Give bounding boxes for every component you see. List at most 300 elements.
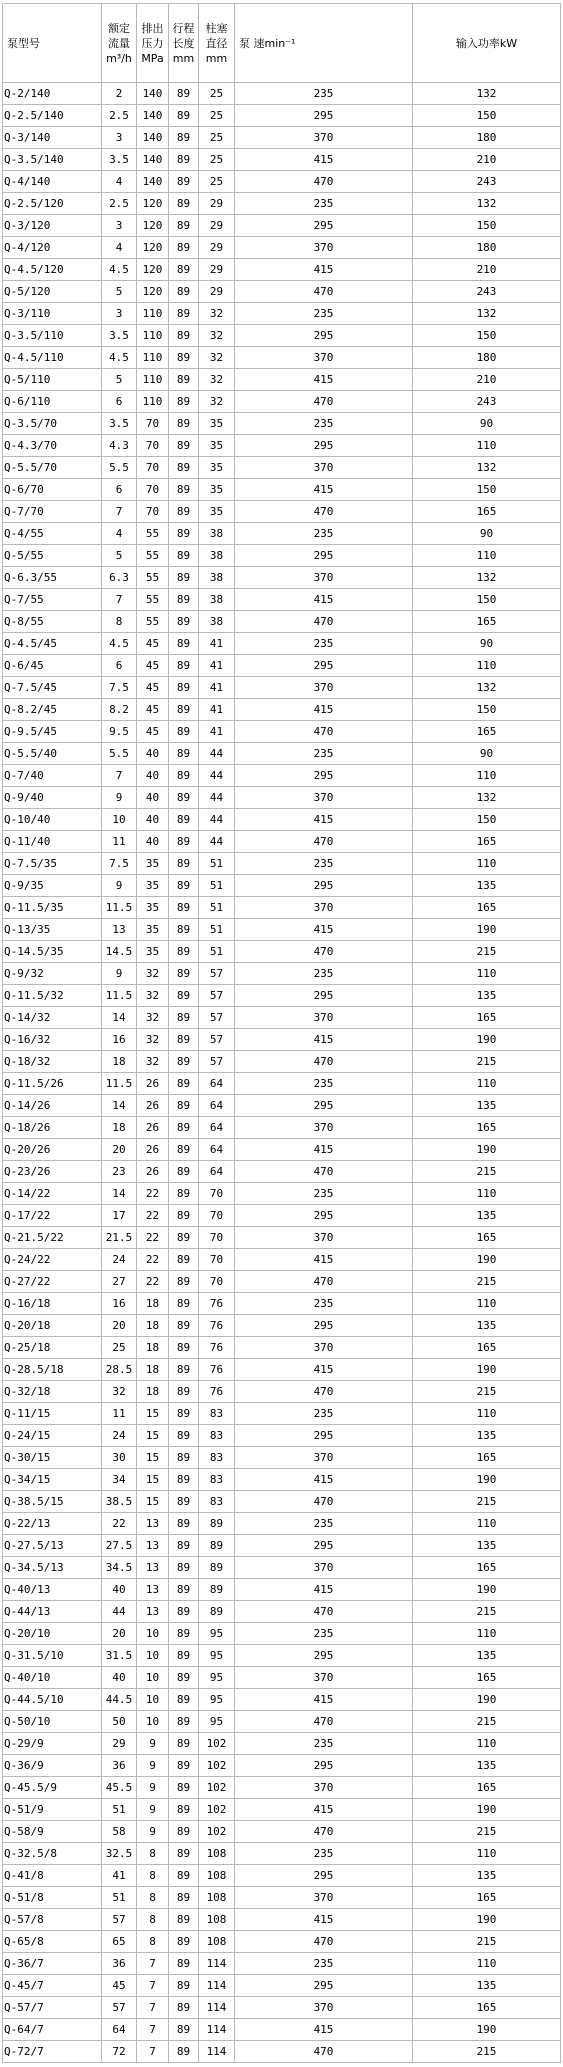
cell-speed: 295 (235, 765, 413, 787)
cell-speed: 235 (235, 303, 413, 325)
cell-speed: 415 (235, 809, 413, 831)
cell-stroke: 89 (169, 1887, 199, 1909)
cell-power: 110 (413, 1073, 561, 1095)
cell-stroke: 89 (169, 1293, 199, 1315)
cell-flow: 4 (102, 237, 137, 259)
table-row (3, 765, 561, 787)
cell-model: Q-9.5/45 (3, 721, 102, 743)
cell-pressure: 32 (137, 963, 169, 985)
cell-speed: 470 (235, 1161, 413, 1183)
cell-power: 110 (413, 1293, 561, 1315)
cell-model: Q-2/140 (3, 83, 102, 105)
cell-model: Q-9/35 (3, 875, 102, 897)
table-row (3, 809, 561, 831)
cell-plunger: 41 (199, 677, 235, 699)
cell-flow: 72 (102, 2041, 137, 2063)
cell-stroke: 89 (169, 1513, 199, 1535)
cell-model: Q-36/9 (3, 1755, 102, 1777)
table-row (3, 1557, 561, 1579)
cell-power: 165 (413, 1887, 561, 1909)
cell-model: Q-11.5/32 (3, 985, 102, 1007)
cell-model: Q-31.5/10 (3, 1645, 102, 1667)
cell-flow: 58 (102, 1821, 137, 1843)
cell-stroke: 89 (169, 787, 199, 809)
cell-power: 132 (413, 787, 561, 809)
cell-flow: 21.5 (102, 1227, 137, 1249)
cell-model: Q-51/9 (3, 1799, 102, 1821)
cell-power: 90 (413, 523, 561, 545)
cell-model: Q-14/22 (3, 1183, 102, 1205)
cell-stroke: 89 (169, 369, 199, 391)
cell-power: 110 (413, 435, 561, 457)
cell-stroke: 89 (169, 1931, 199, 1953)
cell-flow: 31.5 (102, 1645, 137, 1667)
cell-plunger: 83 (199, 1425, 235, 1447)
cell-pressure: 32 (137, 1051, 169, 1073)
table-row (3, 1183, 561, 1205)
cell-pressure: 35 (137, 941, 169, 963)
cell-flow: 57 (102, 1997, 137, 2019)
cell-stroke: 89 (169, 1909, 199, 1931)
table-row (3, 1139, 561, 1161)
cell-power: 243 (413, 171, 561, 193)
cell-speed: 235 (235, 1293, 413, 1315)
cell-pressure: 70 (137, 457, 169, 479)
cell-flow: 7.5 (102, 677, 137, 699)
cell-stroke: 89 (169, 1865, 199, 1887)
table-row (3, 1161, 561, 1183)
cell-speed: 470 (235, 831, 413, 853)
cell-speed: 235 (235, 1843, 413, 1865)
cell-pressure: 7 (137, 2019, 169, 2041)
table-row (3, 215, 561, 237)
cell-speed: 470 (235, 1711, 413, 1733)
cell-stroke: 89 (169, 171, 199, 193)
cell-model: Q-4/120 (3, 237, 102, 259)
cell-flow: 9 (102, 963, 137, 985)
cell-plunger: 108 (199, 1865, 235, 1887)
cell-flow: 7 (102, 501, 137, 523)
cell-power: 165 (413, 1117, 561, 1139)
table-row (3, 1579, 561, 1601)
cell-power: 110 (413, 765, 561, 787)
cell-stroke: 89 (169, 1491, 199, 1513)
cell-model: Q-20/18 (3, 1315, 102, 1337)
pump-spec-table (2, 3, 561, 2063)
cell-model: Q-2.5/120 (3, 193, 102, 215)
cell-pressure: 32 (137, 1007, 169, 1029)
table-row (3, 1821, 561, 1843)
cell-flow: 18 (102, 1117, 137, 1139)
cell-power: 110 (413, 1953, 561, 1975)
table-row (3, 1447, 561, 1469)
cell-stroke: 89 (169, 391, 199, 413)
header-pressure: 排出压力MPa (137, 4, 169, 83)
cell-pressure: 45 (137, 655, 169, 677)
cell-flow: 64 (102, 2019, 137, 2041)
cell-plunger: 32 (199, 347, 235, 369)
cell-flow: 30 (102, 1447, 137, 1469)
cell-model: Q-8/55 (3, 611, 102, 633)
cell-model: Q-32.5/8 (3, 1843, 102, 1865)
cell-pressure: 55 (137, 589, 169, 611)
table-row (3, 149, 561, 171)
cell-pressure: 26 (137, 1095, 169, 1117)
cell-power: 210 (413, 149, 561, 171)
cell-power: 110 (413, 963, 561, 985)
cell-stroke: 89 (169, 127, 199, 149)
cell-power: 190 (413, 1139, 561, 1161)
table-row (3, 1997, 561, 2019)
cell-model: Q-7/40 (3, 765, 102, 787)
cell-model: Q-14/32 (3, 1007, 102, 1029)
cell-flow: 14 (102, 1183, 137, 1205)
cell-model: Q-27/22 (3, 1271, 102, 1293)
cell-flow: 16 (102, 1029, 137, 1051)
cell-stroke: 89 (169, 259, 199, 281)
cell-flow: 32 (102, 1381, 137, 1403)
cell-power: 150 (413, 699, 561, 721)
cell-speed: 470 (235, 1601, 413, 1623)
cell-plunger: 83 (199, 1447, 235, 1469)
cell-speed: 415 (235, 1469, 413, 1491)
cell-plunger: 70 (199, 1249, 235, 1271)
cell-stroke: 89 (169, 83, 199, 105)
table-row (3, 1777, 561, 1799)
cell-speed: 470 (235, 611, 413, 633)
cell-pressure: 8 (137, 1865, 169, 1887)
header-power: 输入功率kW (413, 4, 561, 83)
cell-stroke: 89 (169, 1227, 199, 1249)
cell-power: 215 (413, 1711, 561, 1733)
cell-stroke: 89 (169, 1073, 199, 1095)
cell-plunger: 76 (199, 1381, 235, 1403)
cell-model: Q-65/8 (3, 1931, 102, 1953)
cell-speed: 295 (235, 105, 413, 127)
cell-pressure: 18 (137, 1293, 169, 1315)
cell-power: 165 (413, 1337, 561, 1359)
cell-power: 190 (413, 1909, 561, 1931)
cell-power: 165 (413, 1557, 561, 1579)
cell-pressure: 45 (137, 721, 169, 743)
cell-flow: 8.2 (102, 699, 137, 721)
cell-plunger: 32 (199, 325, 235, 347)
cell-plunger: 76 (199, 1293, 235, 1315)
cell-plunger: 38 (199, 567, 235, 589)
cell-power: 190 (413, 1029, 561, 1051)
cell-speed: 470 (235, 391, 413, 413)
cell-stroke: 89 (169, 1359, 199, 1381)
cell-stroke: 89 (169, 1843, 199, 1865)
cell-stroke: 89 (169, 1777, 199, 1799)
table-row (3, 391, 561, 413)
cell-stroke: 89 (169, 1799, 199, 1821)
cell-stroke: 89 (169, 325, 199, 347)
cell-stroke: 89 (169, 193, 199, 215)
cell-model: Q-5/55 (3, 545, 102, 567)
cell-speed: 415 (235, 1359, 413, 1381)
cell-pressure: 10 (137, 1645, 169, 1667)
cell-model: Q-18/32 (3, 1051, 102, 1073)
cell-plunger: 89 (199, 1579, 235, 1601)
cell-speed: 470 (235, 2041, 413, 2063)
cell-pressure: 15 (137, 1491, 169, 1513)
table-row (3, 1667, 561, 1689)
cell-stroke: 89 (169, 655, 199, 677)
cell-pressure: 35 (137, 897, 169, 919)
cell-stroke: 89 (169, 985, 199, 1007)
cell-speed: 295 (235, 1205, 413, 1227)
cell-plunger: 25 (199, 149, 235, 171)
cell-power: 215 (413, 1601, 561, 1623)
cell-speed: 370 (235, 1667, 413, 1689)
cell-stroke: 89 (169, 941, 199, 963)
cell-stroke: 89 (169, 721, 199, 743)
cell-stroke: 89 (169, 1623, 199, 1645)
cell-model: Q-21.5/22 (3, 1227, 102, 1249)
cell-flow: 45.5 (102, 1777, 137, 1799)
table-row (3, 347, 561, 369)
cell-speed: 235 (235, 523, 413, 545)
cell-plunger: 29 (199, 259, 235, 281)
cell-stroke: 89 (169, 1733, 199, 1755)
cell-model: Q-4.5/45 (3, 633, 102, 655)
cell-model: Q-57/8 (3, 1909, 102, 1931)
cell-power: 190 (413, 1469, 561, 1491)
cell-flow: 18 (102, 1051, 137, 1073)
cell-pressure: 70 (137, 413, 169, 435)
table-row (3, 325, 561, 347)
cell-plunger: 89 (199, 1601, 235, 1623)
table-row (3, 1403, 561, 1425)
cell-plunger: 44 (199, 743, 235, 765)
cell-flow: 9.5 (102, 721, 137, 743)
cell-pressure: 40 (137, 831, 169, 853)
cell-plunger: 114 (199, 1953, 235, 1975)
cell-plunger: 70 (199, 1271, 235, 1293)
cell-model: Q-3/120 (3, 215, 102, 237)
cell-pressure: 8 (137, 1843, 169, 1865)
cell-plunger: 70 (199, 1227, 235, 1249)
cell-power: 215 (413, 1381, 561, 1403)
table-row (3, 237, 561, 259)
cell-plunger: 51 (199, 897, 235, 919)
cell-model: Q-57/7 (3, 1997, 102, 2019)
cell-flow: 5.5 (102, 743, 137, 765)
cell-power: 150 (413, 809, 561, 831)
cell-plunger: 25 (199, 127, 235, 149)
cell-flow: 65 (102, 1931, 137, 1953)
cell-power: 150 (413, 325, 561, 347)
cell-power: 132 (413, 567, 561, 589)
cell-speed: 370 (235, 237, 413, 259)
cell-power: 132 (413, 193, 561, 215)
cell-plunger: 35 (199, 501, 235, 523)
cell-model: Q-34.5/13 (3, 1557, 102, 1579)
cell-speed: 235 (235, 1623, 413, 1645)
cell-model: Q-10/40 (3, 809, 102, 831)
cell-speed: 370 (235, 457, 413, 479)
cell-pressure: 15 (137, 1403, 169, 1425)
cell-pressure: 40 (137, 743, 169, 765)
cell-pressure: 70 (137, 435, 169, 457)
cell-power: 132 (413, 677, 561, 699)
cell-power: 165 (413, 1447, 561, 1469)
cell-pressure: 9 (137, 1777, 169, 1799)
cell-plunger: 108 (199, 1931, 235, 1953)
cell-model: Q-36/7 (3, 1953, 102, 1975)
cell-flow: 3.5 (102, 325, 137, 347)
table-row (3, 2041, 561, 2063)
table-row (3, 1843, 561, 1865)
cell-pressure: 55 (137, 523, 169, 545)
cell-flow: 2.5 (102, 105, 137, 127)
cell-plunger: 102 (199, 1733, 235, 1755)
cell-model: Q-3.5/70 (3, 413, 102, 435)
cell-power: 135 (413, 1425, 561, 1447)
cell-speed: 415 (235, 1249, 413, 1271)
cell-flow: 20 (102, 1139, 137, 1161)
cell-stroke: 89 (169, 1183, 199, 1205)
cell-plunger: 29 (199, 281, 235, 303)
cell-stroke: 89 (169, 1645, 199, 1667)
cell-model: Q-58/9 (3, 1821, 102, 1843)
cell-pressure: 35 (137, 853, 169, 875)
cell-pressure: 120 (137, 259, 169, 281)
cell-model: Q-3/110 (3, 303, 102, 325)
cell-speed: 295 (235, 1755, 413, 1777)
cell-flow: 4.5 (102, 347, 137, 369)
cell-speed: 370 (235, 897, 413, 919)
cell-flow: 16 (102, 1293, 137, 1315)
cell-speed: 370 (235, 1557, 413, 1579)
cell-speed: 295 (235, 435, 413, 457)
table-row (3, 831, 561, 853)
cell-plunger: 70 (199, 1183, 235, 1205)
cell-power: 135 (413, 1865, 561, 1887)
table-row (3, 1491, 561, 1513)
cell-speed: 415 (235, 699, 413, 721)
cell-stroke: 89 (169, 1579, 199, 1601)
cell-stroke: 89 (169, 2019, 199, 2041)
cell-pressure: 110 (137, 303, 169, 325)
cell-speed: 470 (235, 1491, 413, 1513)
cell-power: 150 (413, 215, 561, 237)
cell-model: Q-8.2/45 (3, 699, 102, 721)
cell-stroke: 89 (169, 303, 199, 325)
cell-plunger: 102 (199, 1799, 235, 1821)
cell-pressure: 10 (137, 1689, 169, 1711)
cell-flow: 2.5 (102, 193, 137, 215)
table-row (3, 457, 561, 479)
cell-pressure: 40 (137, 787, 169, 809)
cell-flow: 3 (102, 127, 137, 149)
cell-stroke: 89 (169, 105, 199, 127)
cell-plunger: 57 (199, 963, 235, 985)
cell-pressure: 13 (137, 1557, 169, 1579)
cell-power: 90 (413, 633, 561, 655)
cell-stroke: 89 (169, 853, 199, 875)
cell-plunger: 95 (199, 1645, 235, 1667)
table-row (3, 941, 561, 963)
cell-flow: 8 (102, 611, 137, 633)
cell-plunger: 102 (199, 1755, 235, 1777)
table-row (3, 1733, 561, 1755)
cell-speed: 295 (235, 1535, 413, 1557)
cell-plunger: 108 (199, 1887, 235, 1909)
cell-model: Q-44.5/10 (3, 1689, 102, 1711)
table-row (3, 1623, 561, 1645)
table-row (3, 589, 561, 611)
cell-plunger: 29 (199, 215, 235, 237)
table-row (3, 853, 561, 875)
cell-power: 215 (413, 941, 561, 963)
cell-flow: 50 (102, 1711, 137, 1733)
cell-plunger: 38 (199, 523, 235, 545)
table-row (3, 413, 561, 435)
cell-plunger: 76 (199, 1359, 235, 1381)
cell-power: 110 (413, 1403, 561, 1425)
cell-speed: 370 (235, 1117, 413, 1139)
cell-stroke: 89 (169, 1469, 199, 1491)
cell-flow: 40 (102, 1667, 137, 1689)
cell-flow: 25 (102, 1337, 137, 1359)
cell-model: Q-5.5/40 (3, 743, 102, 765)
cell-plunger: 44 (199, 765, 235, 787)
table-row (3, 1271, 561, 1293)
cell-speed: 415 (235, 919, 413, 941)
cell-power: 135 (413, 1205, 561, 1227)
cell-pressure: 26 (137, 1161, 169, 1183)
cell-model: Q-9/32 (3, 963, 102, 985)
cell-pressure: 45 (137, 633, 169, 655)
cell-model: Q-44/13 (3, 1601, 102, 1623)
cell-model: Q-14.5/35 (3, 941, 102, 963)
table-row (3, 545, 561, 567)
cell-pressure: 22 (137, 1271, 169, 1293)
table-row (3, 1711, 561, 1733)
cell-model: Q-3/140 (3, 127, 102, 149)
cell-stroke: 89 (169, 281, 199, 303)
table-row (3, 611, 561, 633)
cell-plunger: 44 (199, 809, 235, 831)
cell-stroke: 89 (169, 1975, 199, 1997)
cell-stroke: 89 (169, 1447, 199, 1469)
table-row (3, 897, 561, 919)
cell-stroke: 89 (169, 545, 199, 567)
cell-stroke: 89 (169, 479, 199, 501)
table-row (3, 303, 561, 325)
cell-power: 110 (413, 1733, 561, 1755)
cell-speed: 470 (235, 1271, 413, 1293)
cell-pressure: 55 (137, 545, 169, 567)
cell-speed: 235 (235, 633, 413, 655)
cell-model: Q-6/70 (3, 479, 102, 501)
cell-speed: 415 (235, 1799, 413, 1821)
cell-power: 180 (413, 127, 561, 149)
cell-stroke: 89 (169, 633, 199, 655)
cell-flow: 5 (102, 369, 137, 391)
cell-speed: 470 (235, 1821, 413, 1843)
cell-plunger: 25 (199, 83, 235, 105)
cell-plunger: 102 (199, 1821, 235, 1843)
cell-power: 243 (413, 281, 561, 303)
cell-power: 215 (413, 1051, 561, 1073)
cell-flow: 51 (102, 1799, 137, 1821)
table-row (3, 193, 561, 215)
table-row (3, 1931, 561, 1953)
cell-plunger: 64 (199, 1095, 235, 1117)
